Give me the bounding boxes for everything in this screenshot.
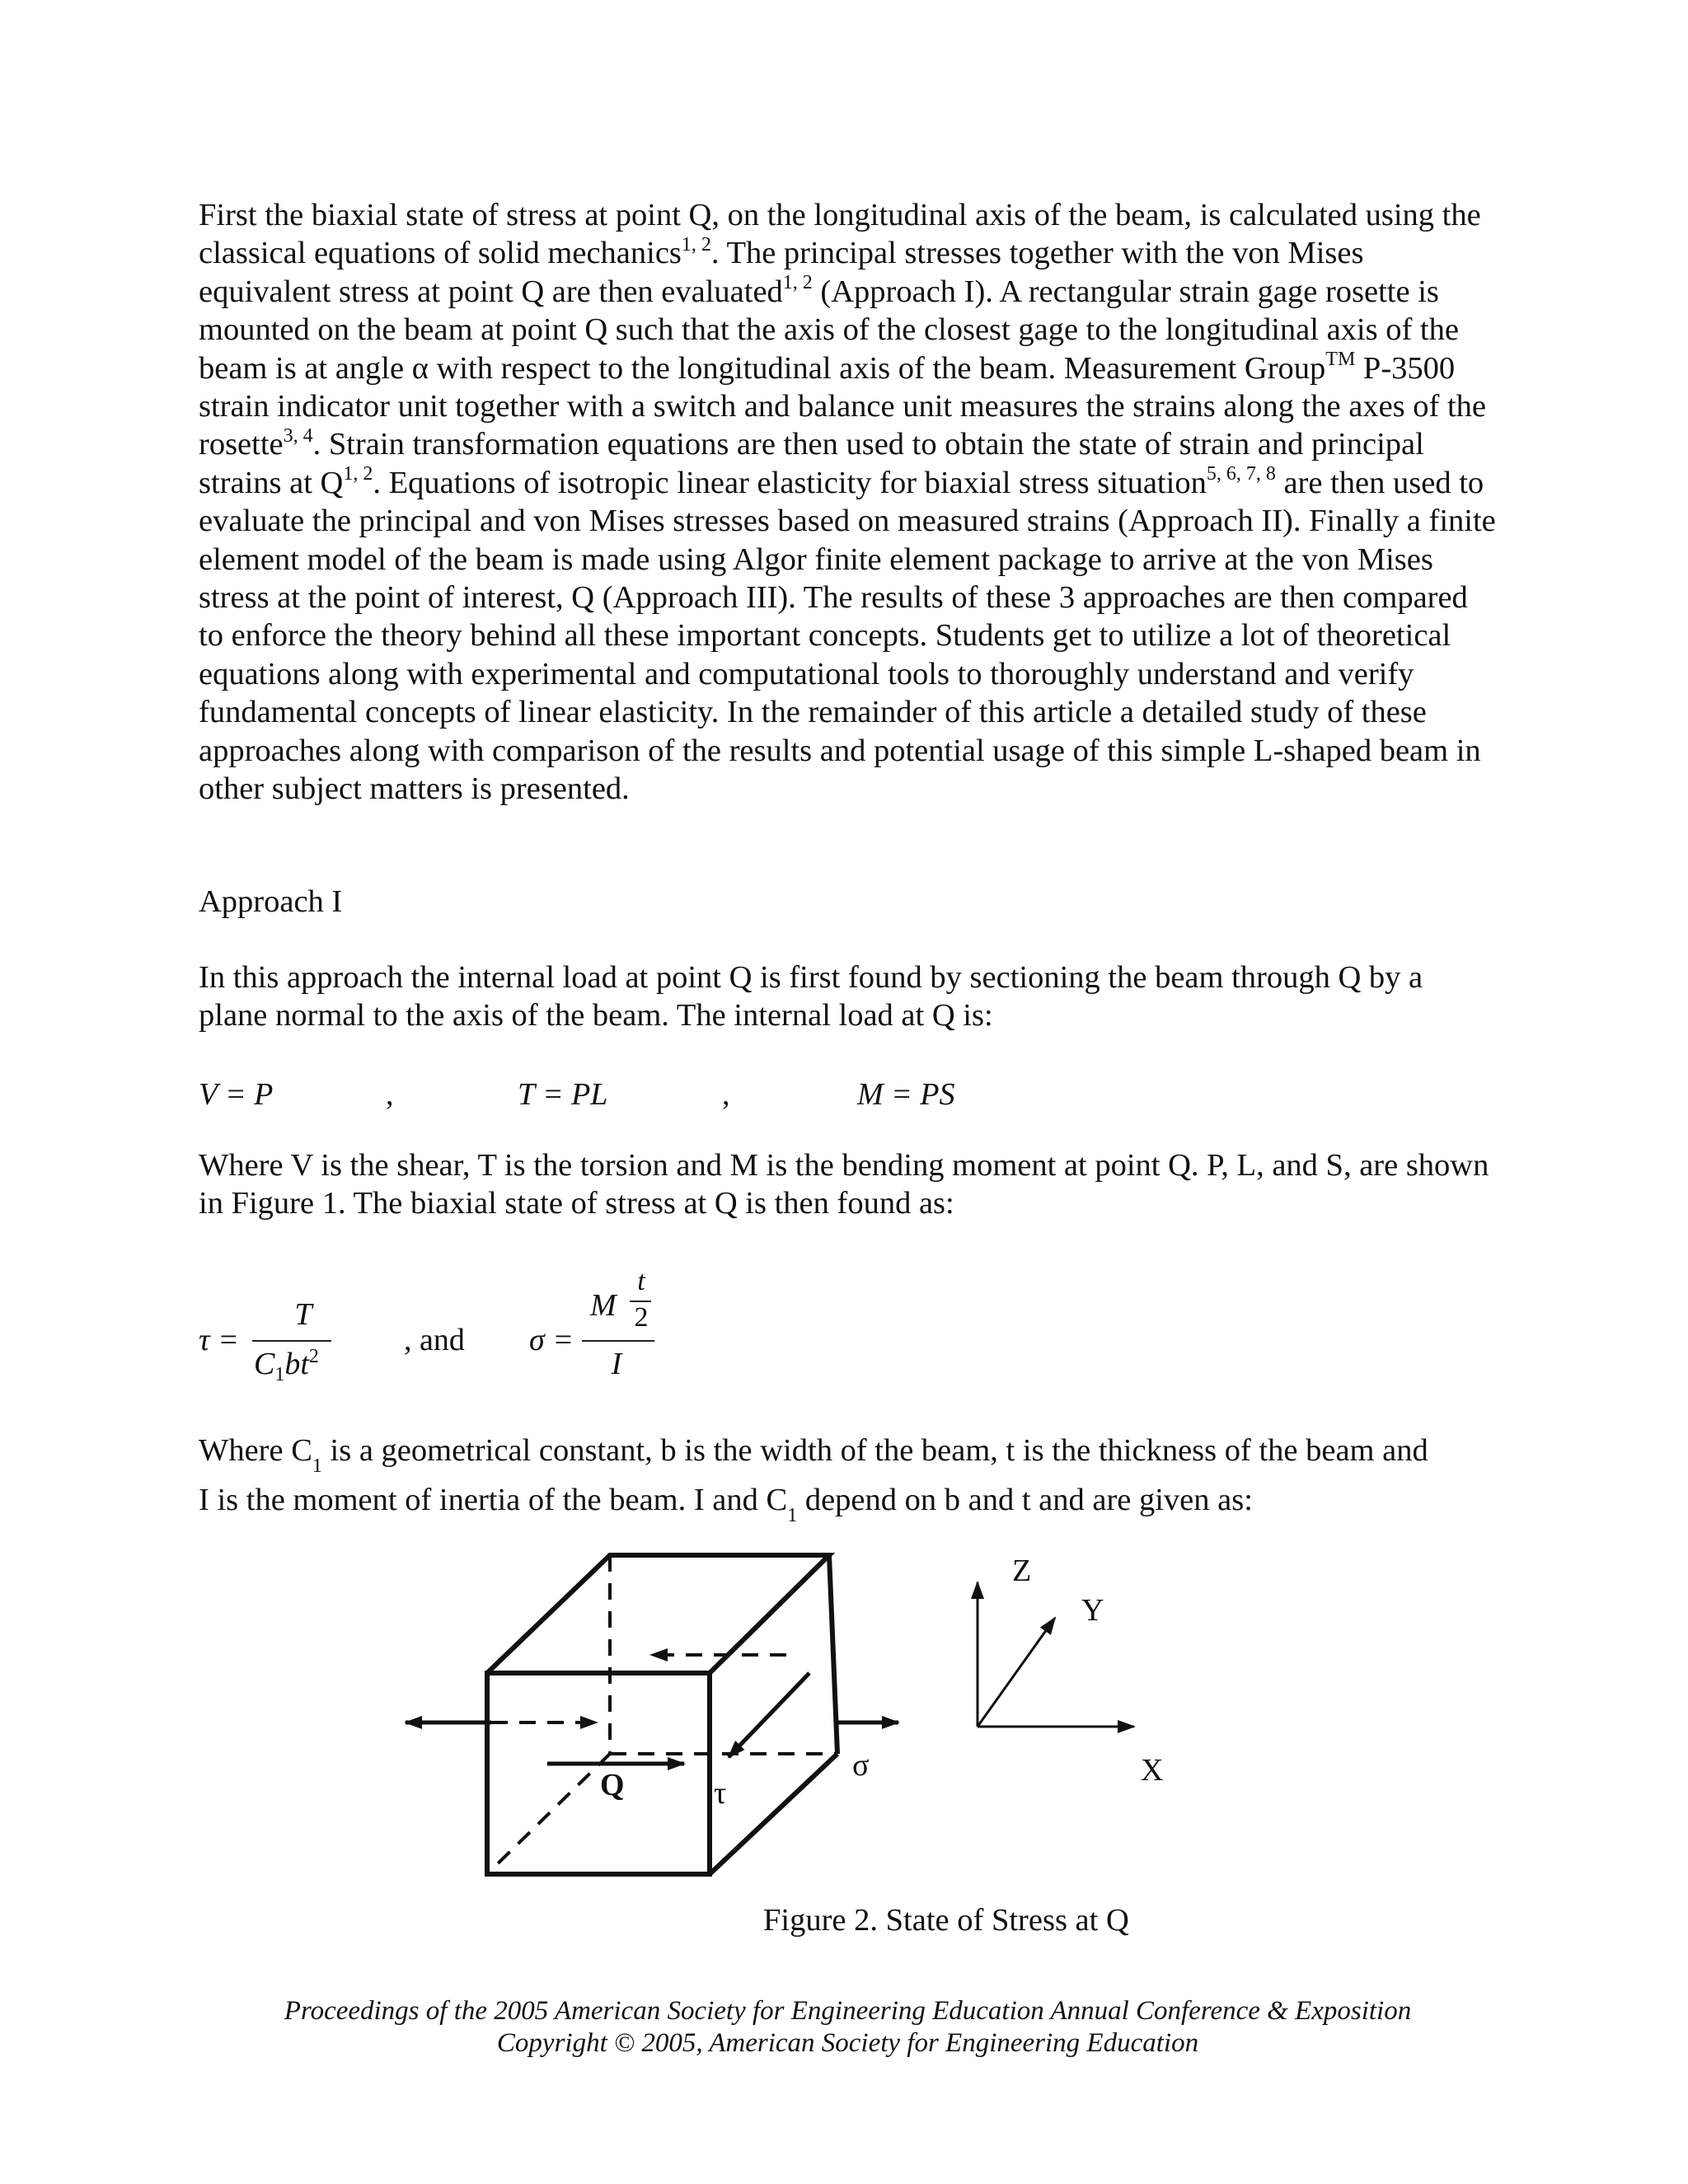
and-separator: , and (404, 1323, 465, 1357)
label-x-axis: X (1141, 1753, 1164, 1788)
moment-equation: M = PS (857, 1077, 955, 1112)
tau-denominator: $C_1bt^2$ (254, 1346, 319, 1385)
sigma-inertia: I (611, 1347, 622, 1381)
sigma-symbol: σ = (529, 1323, 574, 1357)
intro-text-7: are then used to evaluate the principal and von Mises stresses based on measured strains (Approach II). Finally a finite element model of the beam is made using Algor finite element package to arrive at the von Mises stress at the point of interest, Q (Approach III). The results of these 3 approaches are then compared to enforce the theory behind all these important concepts. Students get to utilize a lot of theoretical equations along with experimental and computational tools to thoroughly understand and verify fundamental concepts of linear elasticity. In the remainder of this article a detailed study of these approaches along with comparison of the results and potential usage of this simple L-shaped beam in other subject matters is presented. (199, 465, 1496, 807)
tau-symbol: τ = (199, 1323, 239, 1357)
citation-superscript: 1, 2 (343, 463, 373, 485)
sigma-moment: M (590, 1288, 617, 1323)
intro-text-4: P-3500 strain indicator unit together with a switch and balance unit measures the strains along the axes of the rosette (199, 350, 1486, 462)
footer-copyright: Copyright © 2005, American Society for Engineering Education (496, 2028, 1199, 2058)
label-q: Q (600, 1768, 625, 1802)
citation-superscript: 3, 4 (283, 424, 313, 447)
approach-paragraph: In this approach the internal load at point Q is first found by sectioning the beam through Q by a plane normal to the axis of the beam. The internal load at Q is: (199, 960, 1423, 1033)
y-axis (978, 1618, 1055, 1727)
cube (487, 1555, 837, 1874)
hidden-depth-edge (490, 1754, 610, 1871)
intro-text-2: . The principal stresses together with the von Mises equivalent stress at point Q are then evaluated (199, 236, 1364, 309)
axes-triad (978, 1582, 1134, 1727)
label-tau: τ (714, 1776, 727, 1811)
tau-arrow (729, 1673, 809, 1757)
intro-text-6: . Equations of isotropic linear elasticity for biaxial stress situation (373, 465, 1207, 500)
cube-bottom-right-edge (710, 1754, 837, 1874)
shear-equation: V = P (199, 1077, 274, 1112)
footer-proceedings: Proceedings of the 2005 American Society for Engineering Education Annual Conference & Exposition (284, 1996, 1412, 2026)
torsion-equation: T = PL (518, 1077, 608, 1112)
cube-back-right-edge (829, 1555, 837, 1754)
intro-text-3: (Approach I). A rectangular strain gage rosette is mounted on the beam at point Q such that the axis of the closest gage to the longitudinal axis of the beam is at angle α with respect to the longitudinal axis of the beam. Measurement Group (199, 274, 1459, 386)
sigma-thickness: t (637, 1266, 645, 1296)
label-z-axis: Z (1012, 1554, 1032, 1588)
citation-superscript: 1, 2 (681, 233, 711, 255)
label-sigma: σ (852, 1748, 870, 1783)
trademark-superscript: TM (1325, 348, 1356, 370)
figure-caption: Figure 2. State of Stress at Q (763, 1903, 1129, 1938)
citation-superscript: 1, 2 (782, 271, 813, 293)
equation-separator: , (386, 1077, 394, 1112)
hidden-edges (490, 1555, 837, 1871)
section-heading: Approach I (199, 884, 343, 919)
label-y-axis: Y (1081, 1593, 1104, 1628)
stress-arrows (406, 1673, 898, 1764)
equation-separator: , (722, 1077, 730, 1112)
cube-front-face (487, 1673, 710, 1874)
tau-numerator: T (294, 1297, 312, 1332)
intro-text-5: . Strain transformation equations are then used to obtain the state of strain and principal strains at Q (199, 427, 1424, 500)
intro-text-1: First the biaxial state of stress at point Q, on the longitudinal axis of the beam, is calculated using the classical equations of solid mechanics (199, 198, 1481, 271)
stress-paragraph: Where V is the shear, T is the torsion and M is the bending moment at point Q. P, L, and S, are shown in Figure 1. The biaxial state of stress at Q is then found as: (199, 1148, 1489, 1221)
sigma-two: 2 (634, 1302, 649, 1333)
citation-superscript: 5, 6, 7, 8 (1206, 463, 1276, 485)
constants-paragraph: Where $C_1$ is a geometrical constant, b is the width of the beam, t is the thickness of the beam and I is the moment of inertia of the beam. I and $C_1$ depend on b and t and are given as: (199, 1433, 1428, 1526)
